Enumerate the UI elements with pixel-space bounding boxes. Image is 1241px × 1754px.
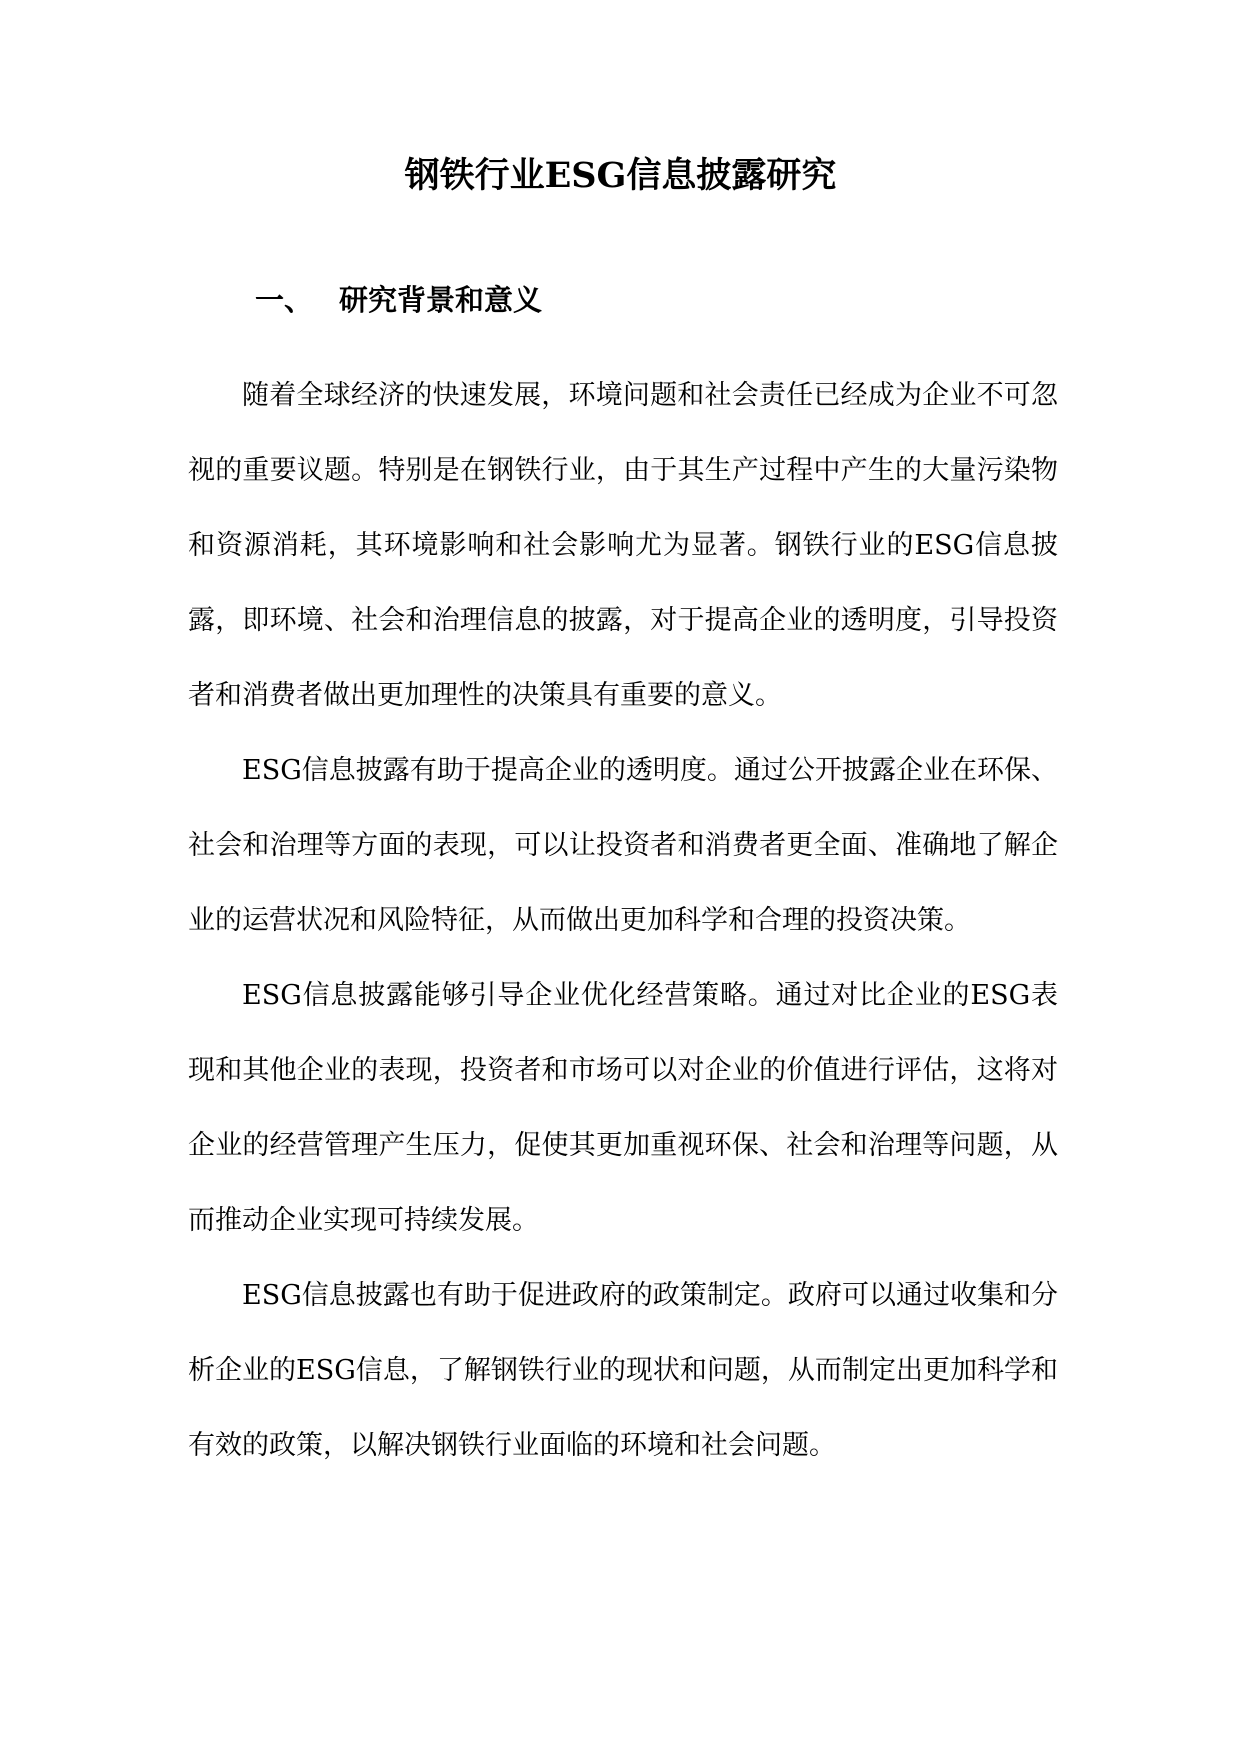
paragraph-transparency: ESG信息披露有助于提高企业的透明度。通过公开披露企业在环保、社会和治理等方面的表现，可以让投资者和消费者更全面、准确地了解企业的运营状况和风险特征，从而做出更加科学和合理的投资决策。: [188, 755, 1058, 936]
paragraph-strategy: ESG信息披露能够引导企业优化经营策略。通过对比企业的ESG表现和其他企业的表现，投资者和市场可以对企业的价值进行评估，这将对企业的经营管理产生压力，促使其更加重视环保、社会和治理等问题，从而推动企业实现可持续发展。: [188, 980, 1058, 1236]
section-title: 研究背景和意义: [339, 283, 543, 317]
body-text: [188, 358, 1058, 1483]
document-title: 钢铁行业ESG信息披露研究: [404, 155, 837, 196]
paragraph-background: 随着全球经济的快速发展，环境问题和社会责任已经成为企业不可忽视的重要议题。特别是在钢铁行业，由于其生产过程中产生的大量污染物和资源消耗，其环境影响和社会影响尤为显著。钢铁行业的ESG信息披露，即环境、社会和治理信息的披露，对于提高企业的透明度，引导投资者和消费者做出更加理性的决策具有重要的意义。: [188, 380, 1058, 711]
section-number: 一、: [255, 283, 314, 317]
section-heading: [255, 278, 542, 322]
paragraph-policy: ESG信息披露也有助于促进政府的政策制定。政府可以通过收集和分析企业的ESG信息，了解钢铁行业的现状和问题，从而制定出更加科学和有效的政策，以解决钢铁行业面临的环境和社会问题。: [188, 1280, 1058, 1461]
